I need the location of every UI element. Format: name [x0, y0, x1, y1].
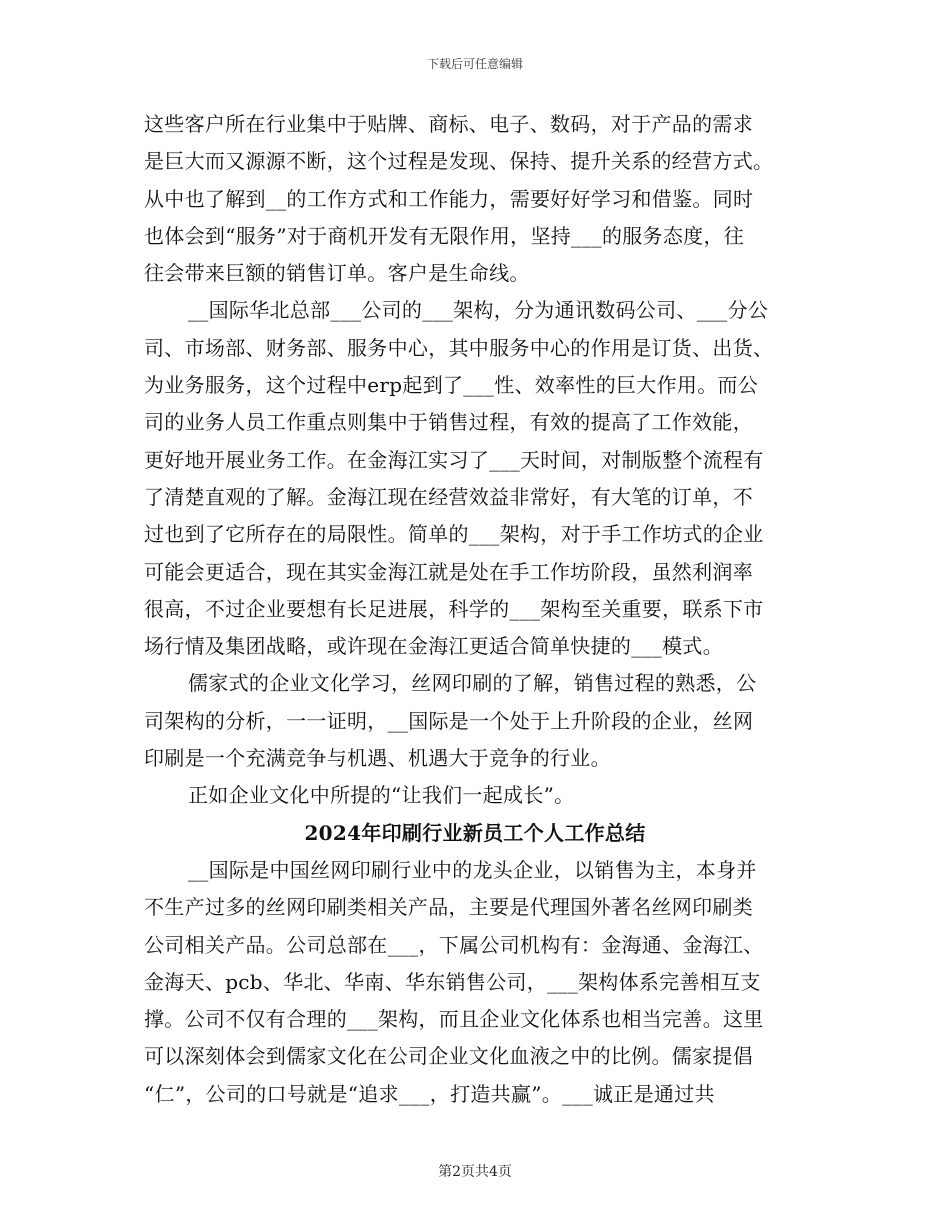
- text-line: 不生产过多的丝网印刷类相关产品，主要是代理国外著名丝网印刷类: [144, 895, 753, 920]
- text-line: 司架构的分析，一一证明，__国际是一个处于上升阶段的企业，丝网: [144, 708, 754, 733]
- section-title: 2024年印刷行业新员工个人工作总结: [304, 820, 646, 845]
- text-line: 很高，不过企业要想有长足进展，科学的___架构至关重要，联系下市: [144, 596, 764, 621]
- text-line: 金海天、pcb、华北、华南、华东销售公司，___架构体系完善相互支: [144, 969, 761, 994]
- document-body: [144, 106, 806, 1113]
- text-line: 可能会更适合，现在其实金海江就是处在手工作坊阶段，虽然利润率: [144, 559, 753, 584]
- text-line: 为业务服务，这个过程中erp起到了___性、效率性的巨大作用。而公: [144, 373, 759, 398]
- text-line: “仁”，公司的口号就是“追求___，打造共赢”。___诚正是通过共: [144, 1081, 715, 1106]
- page-header: 下载后可任意编辑: [426, 57, 523, 71]
- text-line: 司、市场部、财务部、服务中心，其中服务中心的作用是订货、出货、: [144, 335, 774, 360]
- text-line: 正如企业文化中所提的“让我们一起成长”。: [188, 783, 575, 808]
- text-line: 更好地开展业务工作。在金海江实习了___天时间，对制版整个流程有: [144, 447, 764, 472]
- text-line: 儒家式的企业文化学习，丝网印刷的了解，销售过程的熟悉，公: [188, 671, 757, 696]
- page-footer: 第2页共4页: [438, 1164, 512, 1180]
- text-line: 这些客户所在行业集中于贴牌、商标、电子、数码，对于产品的需求: [144, 112, 753, 136]
- text-line: __国际华北总部___公司的___架构，分为通讯数码公司、___分公: [188, 298, 769, 323]
- text-line: 了清楚直观的了解。金海江现在经营效益非常好，有大笔的订单，不: [144, 484, 753, 509]
- text-line: 场行情及集团战略，或许现在金海江更适合简单快捷的___模式。: [144, 634, 723, 659]
- text-line: 印刷是一个充满竞争与机遇、机遇大于竞争的行业。: [144, 746, 611, 771]
- text-line: 可以深刻体会到儒家文化在公司企业文化血液之中的比例。儒家提倡: [144, 1044, 753, 1069]
- text-line: 撑。公司不仅有合理的___架构，而且企业文化体系也相当完善。这里: [144, 1007, 764, 1032]
- text-line: 过也到了它所存在的局限性。简单的___架构，对于手工作坊式的企业: [144, 522, 764, 547]
- text-line: 从中也了解到__的工作方式和工作能力，需要好好学习和借鉴。同时: [144, 186, 754, 211]
- text-line: 往会带来巨额的销售订单。客户是生命线。: [144, 261, 530, 286]
- text-line: 司的业务人员工作重点则集中于销售过程，有效的提高了工作效能，: [144, 410, 753, 435]
- text-line: __国际是中国丝网印刷行业中的龙头企业，以销售为主，本身并: [188, 857, 757, 882]
- text-line: 是巨大而又源源不断，这个过程是发现、保持、提升关系的经营方式。: [144, 149, 774, 174]
- text-line: 公司相关产品。公司总部在___，下属公司机构有：金海通、金海江、: [144, 932, 764, 957]
- text-line: 也体会到“服务”对于商机开发有无限作用，坚持___的服务态度，往: [144, 223, 745, 248]
